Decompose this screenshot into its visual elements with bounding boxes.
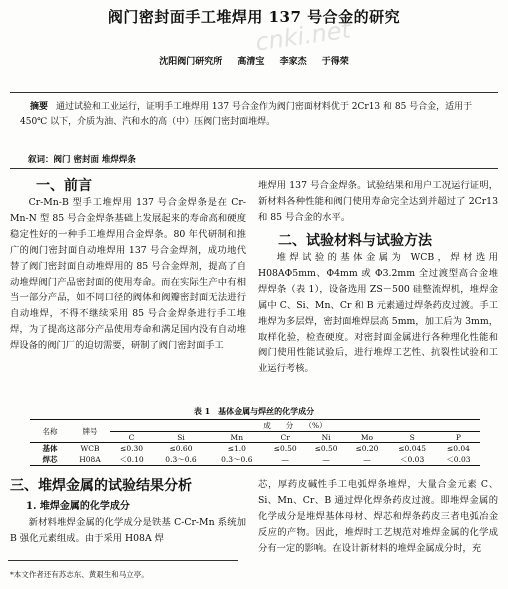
- table-cell: ≤1.0: [227, 444, 246, 453]
- table-header-grade: 牌号: [70, 420, 110, 443]
- section-3-heading: 三、堆焊金属的试验结果分析: [10, 478, 192, 494]
- table-header-element: Mn: [209, 432, 265, 443]
- section-2-body: [258, 250, 498, 377]
- table-header-element: P: [437, 432, 480, 443]
- table-caption: 表 1 基体金属与焊丝的化学成分: [193, 406, 315, 416]
- subsection-heading: 1. 堆焊金属的化学成分: [26, 501, 130, 512]
- footnote-rule: [8, 560, 238, 561]
- table-header-element: Ni: [306, 432, 347, 443]
- paragraph: 堆焊用 137 号合金焊条。试验结果和用户工况运行证明，新材料各种性能和阀门使用寿命完全达到并超过了 2Cr13 和 85 号合金的水平。: [258, 180, 498, 223]
- paragraph: 新材料堆焊金属的化学成分是铁基 C-Cr-Mn 系统加 B 强化元素组成。由于采用 H08A 焊: [10, 517, 246, 544]
- section-3-continued: [258, 477, 498, 557]
- table-cell: 0.3～0.6: [153, 454, 209, 466]
- table-cell: ≤0.30: [120, 444, 144, 453]
- paragraph: Cr-Mn-B 型手工堆焊用 137 号合金焊条是在 Cr-Mn-N 型 85 号合金焊条基础上发展起来的寿命高和硬度稳定性好的一种手工堆焊用合金焊条。80 年代研制和推广的阀门密封面自动堆焊用 137 号合金焊剂，成功地代替了阀门密封面自动堆焊用的 85 号合金焊剂，提高了自动堆焊阀门产品密封面的使用寿命。而在实际生产中有相当一部分产品，如不同口径的阀体和阀瓣密封面无法进行自动堆焊，不得不继续采用 85 号合金焊条进行手工堆焊，为了提高这部分产品使用寿命和满足国内没有自动堆焊设备的阀门厂的迫切需要，研制了阀门密封面手工: [10, 197, 246, 352]
- table-cell: H08A: [70, 454, 110, 466]
- keywords: 叙词：阀门 密封面 堆焊焊条: [28, 155, 136, 165]
- abstract-text: 通过试验和工业运行，证明手工堆焊用 137 号合金作为阀门密面材料优于 2Cr13 和 85 号合金，适用于 450℃ 以下，介质为油、汽和水的高（中）压阀门密封面堆焊。: [20, 102, 473, 127]
- author-line: [0, 54, 508, 67]
- table-header-element: S: [387, 432, 436, 443]
- table-header-element: Cr: [265, 432, 306, 443]
- table-row: [30, 454, 480, 466]
- table-cell: ≤0.50: [314, 444, 338, 453]
- table-row: [30, 443, 480, 455]
- table-header-composition: 成 分 （%）: [110, 420, 480, 432]
- section-2-heading: 二、试验材料与试验方法: [278, 233, 432, 249]
- paragraph: 芯，厚药皮碱性手工电弧焊条堆焊，大量合金元素 C、Si、Mn、Cr、B 通过焊化焊条药皮过渡。即堆焊金属的化学成分是堆焊基体母材、焊芯和焊条药皮三者电弧冶金反应的产物。因此，堆焊时工艺规范对堆焊金属的化学成分有一定的影响。在设计新材料的堆焊金属成分时，充: [258, 479, 498, 554]
- section-1-heading: 一、前言: [36, 178, 92, 194]
- top-rule: [10, 92, 498, 93]
- author-name: 李家杰: [279, 57, 307, 67]
- watermark: cnki.net: [253, 15, 353, 57]
- section-3-body: [10, 515, 246, 547]
- table-header-element: Mo: [347, 432, 388, 443]
- table-cell: ＜0.03: [387, 454, 436, 466]
- table-cell: 0.3～0.6: [209, 454, 265, 466]
- table-cell: WCB: [80, 444, 100, 453]
- table-cell: ≤0.50: [273, 444, 297, 453]
- composition-table: [30, 419, 480, 466]
- table-cell: ≤0.04: [446, 444, 470, 453]
- table-cell: ≤0.60: [169, 444, 193, 453]
- table-cell: —: [265, 454, 306, 466]
- table-cell: —: [306, 454, 347, 466]
- paragraph: 堆焊试验的基体金属为 WCB，焊材选用 H08AΦ5mm、Φ4mm 或 Φ3.2mm 全过渡型高合金堆焊焊条（表 1），设备选用 ZS－500 硅整流焊机，堆焊金属中 C、Si、Mn、Cr 和 B 元素通过焊条药皮过渡。手工堆焊为多层焊，密封面堆焊层高 5mm，加工后为 3mm，取样化验，检查硬度。对密封面金属进行各种理化性能和阀门使用性能试验后，进行堆焊工艺性、抗裂性试验和工业运行考核。: [258, 252, 498, 375]
- section-1-continued: [258, 178, 498, 226]
- table-header-name: 名称: [30, 420, 70, 443]
- table-cell: ＜0.10: [110, 454, 153, 466]
- table-cell: 焊芯: [30, 454, 70, 466]
- table-header-element: C: [110, 432, 153, 443]
- abstract: [20, 100, 490, 130]
- keywords-rule: [10, 168, 498, 169]
- table-cell: ＜0.03: [437, 454, 480, 466]
- footnote: *本文作者还有苏志东、黄艰生和马立亭。: [10, 570, 149, 579]
- section-1-body: [10, 195, 246, 354]
- author-name: 高清宝: [237, 57, 265, 67]
- author-name: 于得荣: [321, 57, 349, 67]
- abstract-label: 摘要: [30, 102, 49, 112]
- table-cell: ≤0.045: [398, 444, 427, 453]
- author-org: 沈阳阀门研究所: [159, 57, 223, 67]
- table-header-element: Si: [153, 432, 209, 443]
- paper-title: 阀门密封面手工堆焊用 137 号合金的研究: [107, 8, 401, 26]
- table-cell: ≤0.20: [355, 444, 379, 453]
- table-cell: 基体: [42, 444, 58, 453]
- table-cell: —: [347, 454, 388, 466]
